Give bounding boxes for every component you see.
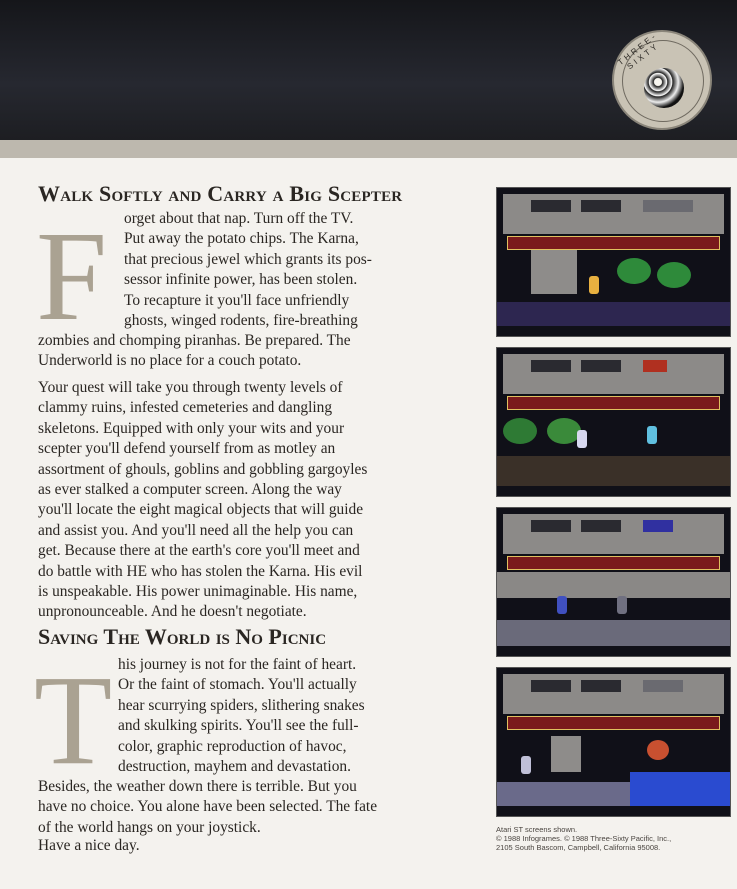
game-screenshot-1 — [496, 187, 731, 337]
text-line: destruction, mayhem and devastation. — [118, 757, 351, 775]
hud-cell — [581, 680, 621, 692]
section1-heading: Walk Softly and Carry a Big Scepter — [38, 181, 403, 206]
text-line: and skulking spirits. You'll see the full- — [118, 717, 359, 735]
text-line: assortment of ghouls, goblins and gobbling gargoyles — [38, 460, 368, 478]
hud-cell — [531, 360, 571, 372]
screenshot-ruin — [531, 250, 577, 294]
text-line: scepter you'll defend yourself from as motley an — [38, 440, 336, 458]
hud-cell — [581, 200, 621, 212]
hud-cell — [581, 520, 621, 532]
text-line: clammy ruins, infested cemeteries and dangling — [38, 399, 333, 417]
screenshot-hud — [503, 354, 724, 394]
three-sixty-logo — [612, 30, 712, 130]
screenshot-tree — [657, 262, 691, 288]
screenshot-ghost — [647, 426, 657, 444]
hud-cell — [531, 680, 571, 692]
text-line: Your quest will take you through twenty levels of — [38, 379, 343, 396]
game-screenshot-2 — [496, 347, 731, 497]
screenshot-ground — [497, 302, 730, 326]
caption-line: © 1988 Infogrames. © 1988 Three-Sixty Pacific, Inc., — [496, 834, 672, 843]
text-line: unpronounceable. And he doesn't negotiate. — [38, 603, 307, 621]
hud-cell — [643, 520, 673, 532]
grey-divider-band — [0, 140, 737, 158]
globe-icon — [644, 68, 684, 108]
screenshot-creature — [557, 596, 567, 614]
text-line: of the world hangs on your joystick. — [38, 818, 261, 836]
text-line: have no choice. You alone have been selected. The fate — [38, 798, 378, 816]
text-line: sessor infinite power, has been stolen. — [124, 271, 358, 289]
screenshot-tree — [503, 418, 537, 444]
screenshot-hero — [589, 276, 599, 294]
text-line: you'll locate the eight magical objects that will guide — [38, 501, 364, 519]
text-line: that precious jewel which grants its pos- — [124, 250, 372, 268]
caption-line: Atari ST screens shown. — [496, 825, 578, 834]
section1-para1-bottom — [38, 331, 351, 372]
caption-line: 2105 South Bascom, Campbell, California 95008. — [496, 843, 661, 852]
hud-cell — [531, 200, 571, 212]
screenshot-item-bar — [507, 556, 720, 570]
screenshot-item-bar — [507, 236, 720, 250]
screenshot-ghost — [577, 430, 587, 448]
hud-cell — [581, 360, 621, 372]
text-line: get. Because there at the earth's core you'll meet and — [38, 542, 360, 560]
text-line: To recapture it you'll face unfriendly — [124, 291, 350, 309]
text-line: orget about that nap. Turn off the TV. — [124, 210, 354, 227]
screenshot-stone-ceiling — [497, 572, 730, 598]
section2-closing — [38, 836, 140, 856]
text-line: zombies and chomping piranhas. Be prepared. The — [38, 332, 351, 349]
screenshot-item-bar — [507, 716, 720, 730]
screenshot-hud — [503, 674, 724, 714]
game-screenshot-4 — [496, 667, 731, 817]
text-line: ghosts, winged rodents, fire-breathing — [124, 311, 358, 329]
screenshot-ground — [497, 456, 730, 486]
screenshot-tree — [617, 258, 651, 284]
text-line: Or the faint of stomach. You'll actually — [118, 676, 357, 694]
screenshot-ground — [497, 620, 730, 646]
screenshot-item-bar — [507, 396, 720, 410]
text-line: color, graphic reproduction of havoc, — [118, 737, 347, 755]
text-line: as ever stalked a computer screen. Along the way — [38, 480, 342, 498]
section2-para1-top — [118, 655, 365, 777]
text-line: Underworld is no place for a couch potato. — [38, 352, 302, 370]
screenshot-creature — [617, 596, 627, 614]
section1-para1-top — [124, 209, 372, 331]
section2-dropcap: T — [34, 649, 113, 791]
text-line: hear scurrying spiders, slithering snakes — [118, 696, 365, 714]
section2-para1-bottom — [38, 777, 377, 838]
hud-cell — [643, 200, 693, 212]
hud-cell — [643, 680, 683, 692]
text-line: Put away the potato chips. The Karna, — [124, 230, 359, 248]
text-line: and assist you. And you'll need all the help you can — [38, 521, 354, 539]
game-screenshot-3 — [496, 507, 731, 657]
hud-cell — [643, 360, 667, 372]
text-line: is unspeakable. His power unimaginable. His name, — [38, 582, 358, 600]
section1-para2 — [38, 378, 367, 623]
screenshot-hero — [521, 756, 531, 774]
screenshot-hud — [503, 194, 724, 234]
logo-text: THREE-SIXTY — [616, 30, 662, 72]
section2-heading: Saving The World is No Picnic — [38, 624, 327, 649]
text-line: do battle with HE who has stolen the Karna. His evil — [38, 562, 363, 580]
section1-dropcap: F — [36, 205, 108, 347]
screenshot-hud — [503, 514, 724, 554]
screens-caption — [496, 825, 671, 852]
screenshot-creature — [647, 740, 669, 760]
hud-cell — [531, 520, 571, 532]
screenshot-water — [630, 772, 730, 806]
text-line: skeletons. Equipped with only your wits and your — [38, 419, 345, 437]
text-line: his journey is not for the faint of heart. — [118, 656, 357, 673]
screenshot-tree — [547, 418, 581, 444]
text-line: Have a nice day. — [38, 837, 140, 854]
text-line: Besides, the weather down there is terrible. But you — [38, 778, 357, 795]
screenshot-ruin — [551, 736, 581, 772]
